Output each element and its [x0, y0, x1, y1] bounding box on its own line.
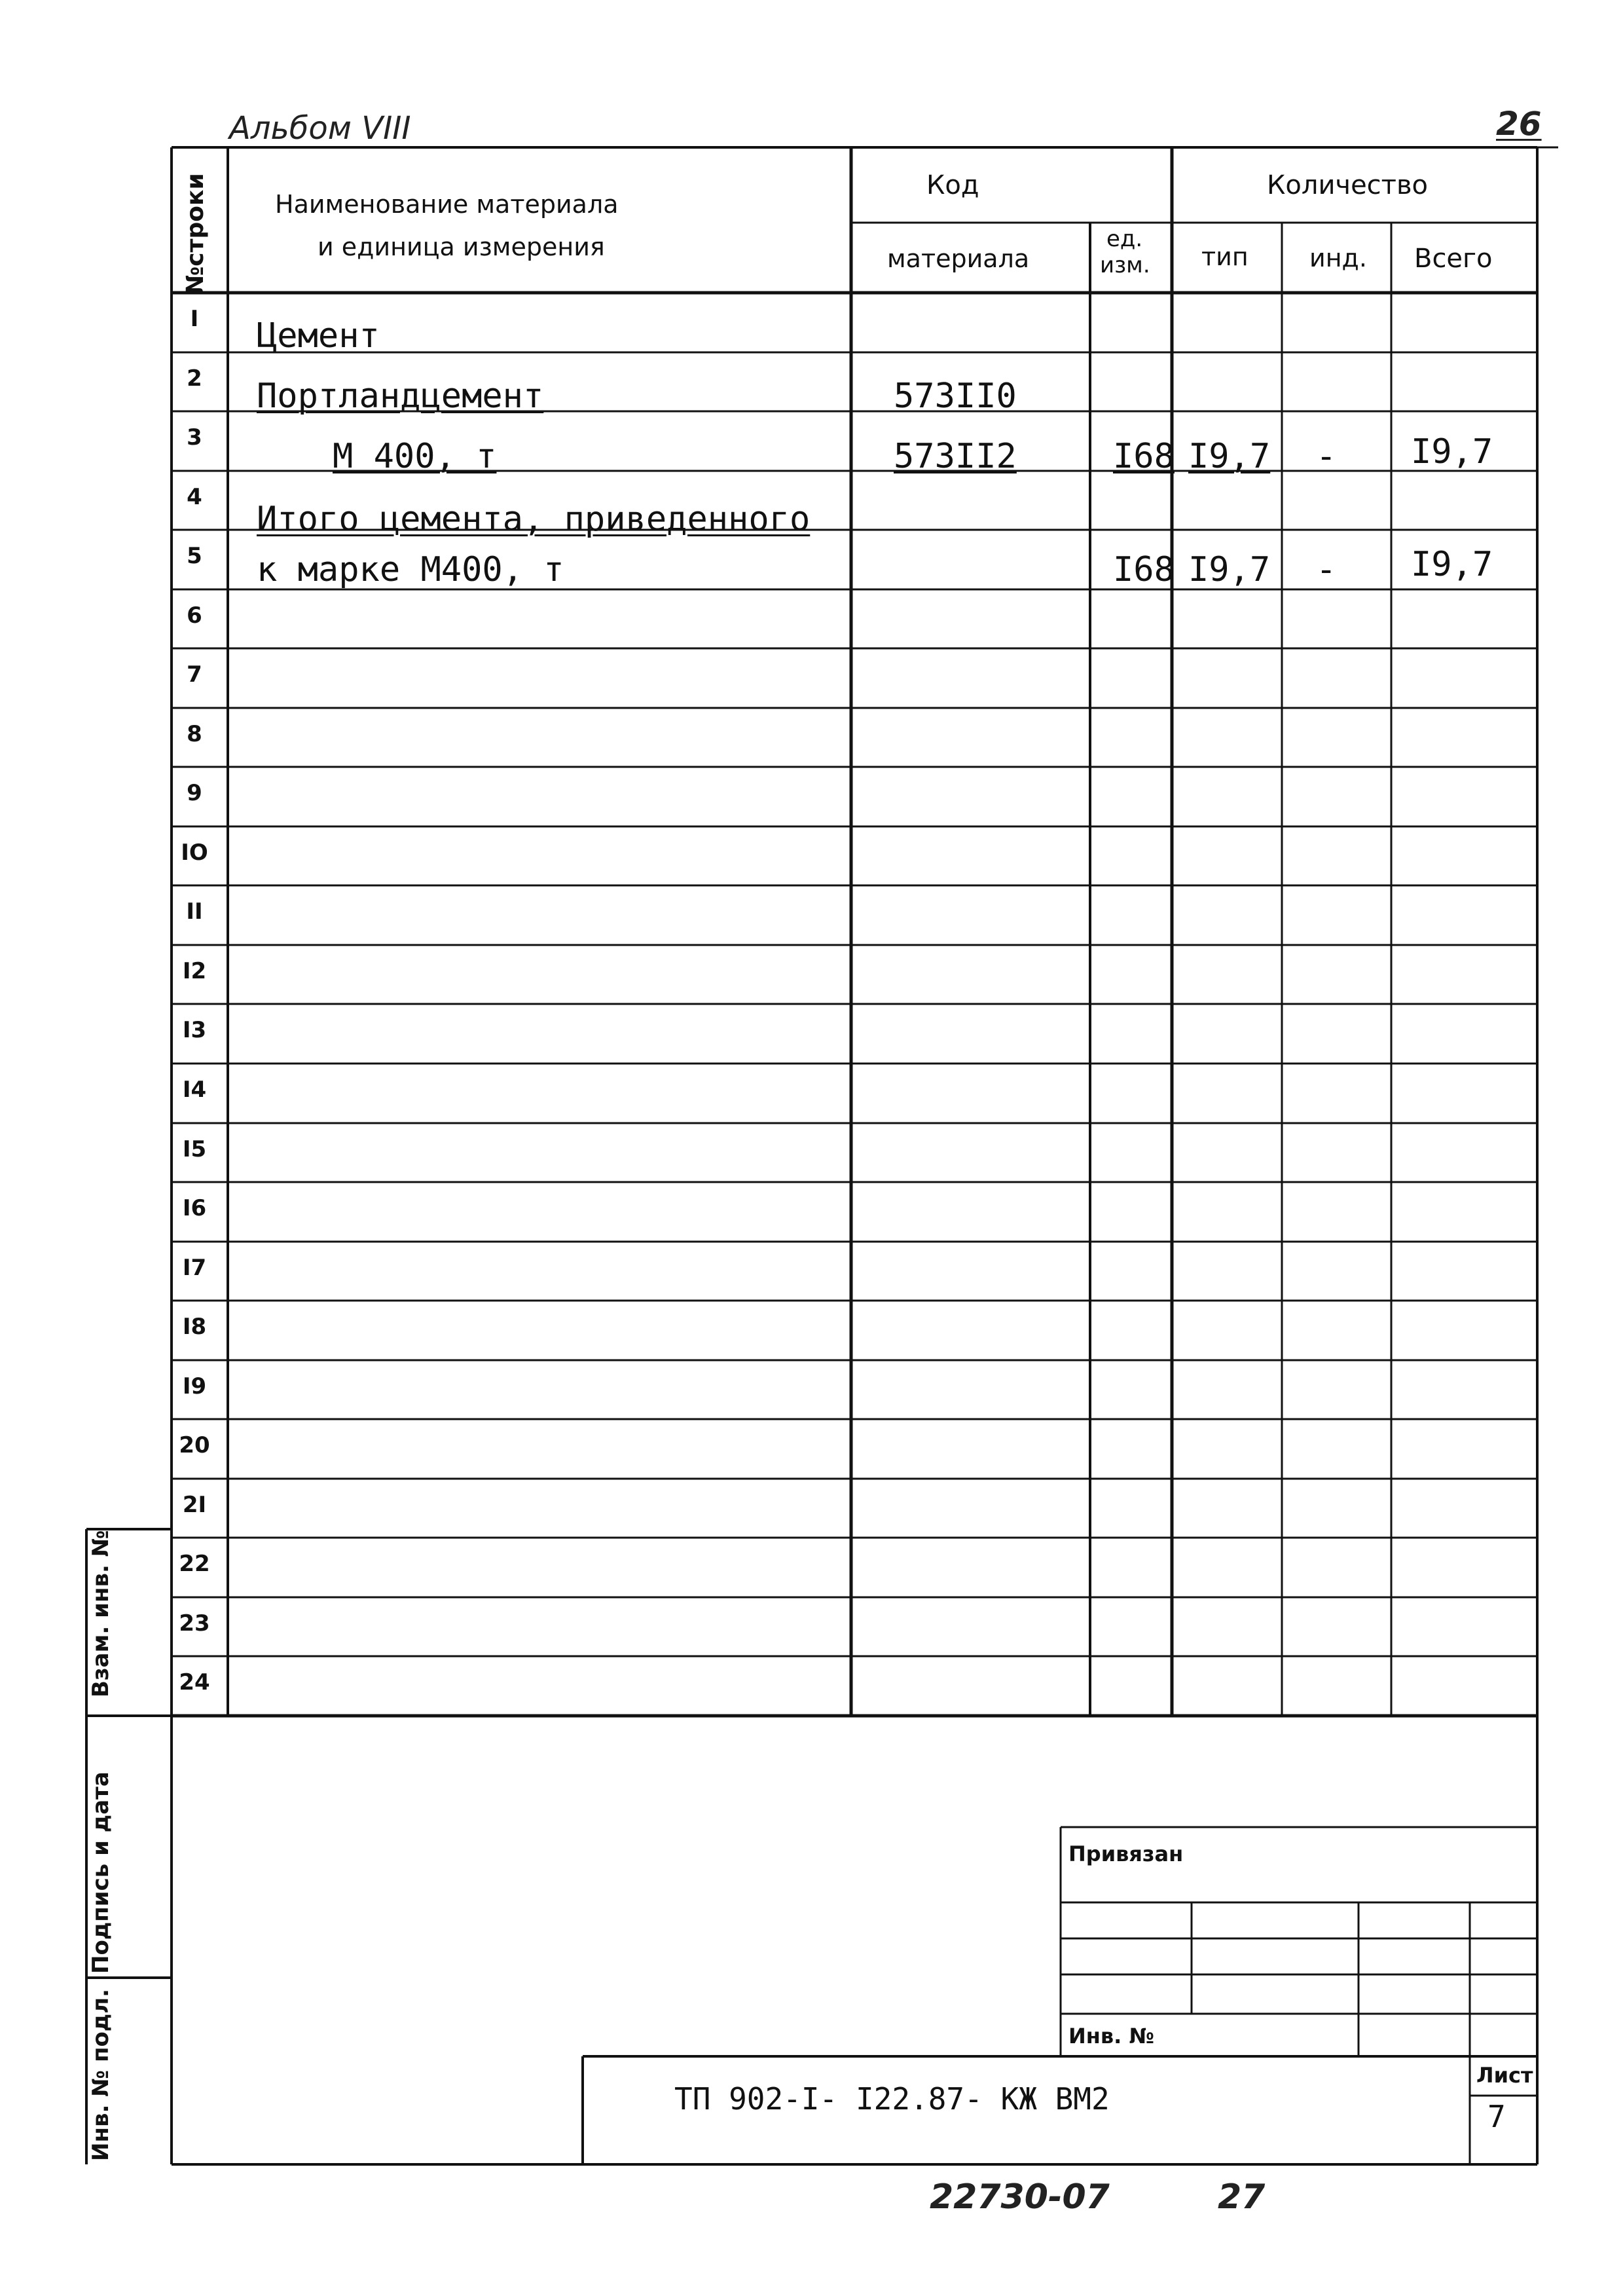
row-5-ind: -	[1316, 550, 1337, 589]
row-number: 3	[187, 424, 202, 451]
row-number: II	[186, 898, 203, 925]
row-number: 2	[187, 365, 202, 392]
row-number: 8	[187, 721, 202, 747]
row-3-total: I9,7	[1411, 432, 1493, 472]
row-number: I5	[182, 1136, 207, 1162]
header-name-line1: Наименование материала	[275, 190, 619, 219]
row-2-material-code: 573II0	[894, 377, 1017, 416]
row-number: 7	[187, 661, 202, 688]
side-stamp-signature-date: Подпись и дата	[88, 1771, 114, 1974]
row-3-name: М 400, т	[333, 437, 497, 476]
header-code-unit-line1: ед.	[1106, 226, 1143, 252]
header-qty-type: тип	[1201, 242, 1249, 271]
footer-page: 27	[1218, 2177, 1266, 2217]
row-number: I2	[182, 958, 207, 984]
row-number: I	[190, 306, 199, 332]
header-row-number: №строки	[182, 173, 209, 295]
row-2-name: Портландцемент	[257, 377, 544, 416]
row-number: 24	[179, 1669, 210, 1695]
header-qty-group: Количество	[1267, 170, 1429, 200]
row-number: 2I	[182, 1492, 207, 1518]
row-number: 6	[187, 602, 202, 629]
stamp-inv-no-label: Инв. №	[1068, 2024, 1154, 2048]
footer-code: 22730-07	[930, 2177, 1110, 2217]
row-number: I6	[182, 1195, 207, 1221]
album-label: Альбом VIII	[229, 110, 411, 147]
row-3-type: I9,7	[1188, 437, 1271, 476]
row-5-unit: I68	[1113, 550, 1175, 589]
header-name-line2: и единица измерения	[318, 232, 605, 261]
stamp-sheet-label: Лист	[1476, 2063, 1533, 2088]
header-qty-total: Всего	[1414, 244, 1493, 274]
row-number: 9	[187, 780, 202, 806]
header-code-material: материала	[887, 244, 1030, 273]
row-number: 20	[179, 1432, 210, 1458]
header-qty-ind: инд.	[1309, 244, 1367, 272]
row-number: I8	[182, 1314, 207, 1340]
row-number: 4	[187, 484, 202, 510]
row-number: 22	[179, 1551, 210, 1577]
row-5-name: к марке М400, т	[257, 550, 564, 589]
row-number: I7	[182, 1255, 207, 1281]
header-code-unit-line2: изм.	[1100, 252, 1150, 278]
row-3-ind: -	[1316, 437, 1337, 476]
row-number: I3	[182, 1017, 207, 1043]
page-number: 26	[1496, 105, 1542, 143]
row-1-name: Цемент	[257, 316, 380, 356]
table-grid	[86, 147, 1558, 2164]
stamp-linked-label: Привязан	[1068, 1842, 1184, 1866]
side-stamp-inv-no-orig: Инв. № подл.	[88, 1988, 114, 2161]
row-5-type: I9,7	[1188, 550, 1271, 589]
row-number: IO	[181, 840, 208, 866]
side-stamp-replace-inv: Взам. инв. №	[88, 1530, 114, 1697]
row-number: 5	[187, 543, 202, 569]
row-number: 23	[179, 1610, 210, 1637]
row-number: I4	[182, 1077, 207, 1103]
stamp-sheet-number: 7	[1487, 2099, 1506, 2134]
row-3-unit: I68	[1113, 437, 1175, 476]
header-code-group: Код	[926, 170, 979, 200]
stamp-designation: ТП 902-I- I22.87- КЖ ВМ2	[674, 2081, 1110, 2117]
row-number: I9	[182, 1373, 207, 1399]
row-4-name: Итого цемента, приведенного	[257, 500, 811, 539]
row-5-total: I9,7	[1411, 545, 1493, 584]
row-3-material-code: 573II2	[894, 437, 1017, 476]
